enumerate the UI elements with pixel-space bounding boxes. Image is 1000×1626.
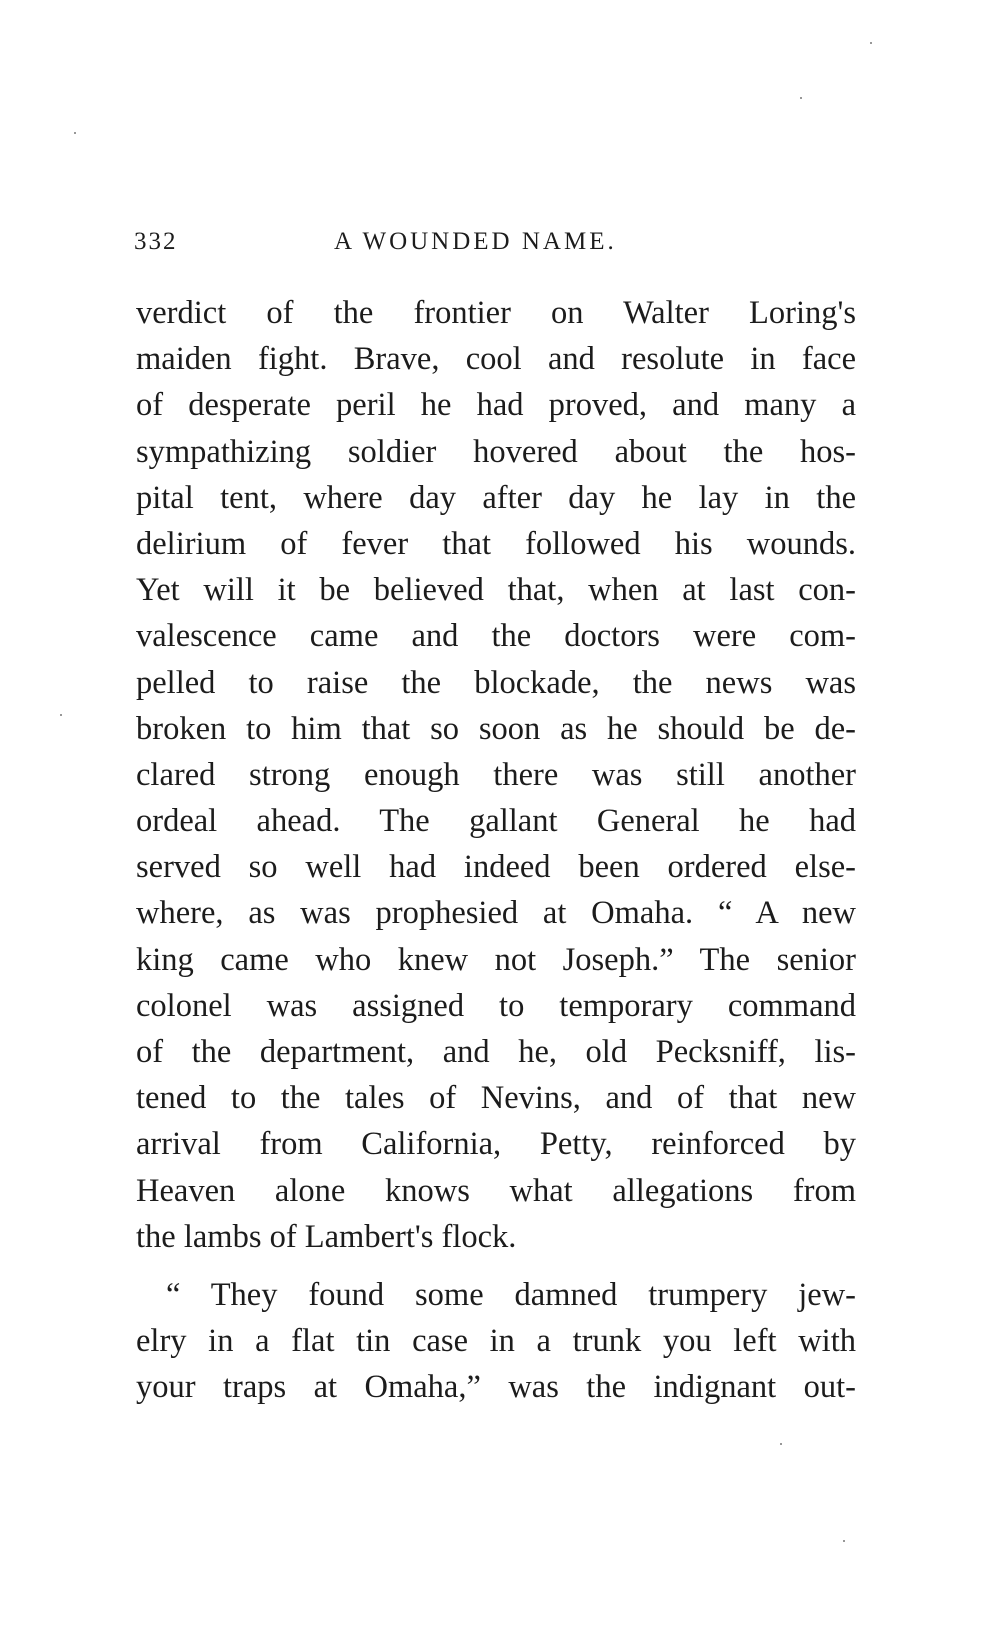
- text-line: the lambs of Lambert's flock.: [136, 1218, 517, 1255]
- body-text: [136, 290, 856, 1411]
- text-line: valescence came and the doctors were com-: [136, 618, 856, 655]
- text-line: maiden fight. Brave, cool and resolute in face: [136, 341, 856, 378]
- paragraph-gap: [136, 1260, 856, 1272]
- paper-speck: [800, 97, 802, 99]
- text-line: arrival from California, Petty, reinforced by: [136, 1126, 856, 1163]
- text-line: king came who knew not Joseph.” The senior: [136, 941, 856, 978]
- paper-speck: [60, 714, 62, 716]
- text-line: Yet will it be believed that, when at last con-: [136, 572, 856, 609]
- text-line: broken to him that so soon as he should be de-: [136, 710, 856, 747]
- text-line: tened to the tales of Nevins, and of that new: [136, 1080, 856, 1117]
- text-line: ordeal ahead. The gallant General he had: [136, 803, 856, 840]
- paper-speck: [843, 1540, 845, 1542]
- text-line: sympathizing soldier hovered about the hos-: [136, 433, 856, 470]
- text-line: elry in a flat tin case in a trunk you left with: [136, 1323, 856, 1360]
- text-line: colonel was assigned to temporary command: [136, 987, 856, 1024]
- paragraph: [136, 290, 856, 1260]
- paper-speck: [780, 1443, 782, 1445]
- paragraph: [136, 1272, 856, 1411]
- text-line: “ They found some damned trumpery jew-: [166, 1276, 856, 1313]
- text-line: your traps at Omaha,” was the indignant out-: [136, 1369, 856, 1406]
- text-line: of the department, and he, old Pecksniff, lis-: [136, 1034, 856, 1070]
- paper-speck: [74, 132, 76, 134]
- running-header: [134, 228, 854, 264]
- running-title: A WOUNDED NAME.: [334, 228, 617, 255]
- page-number: 332: [134, 228, 178, 255]
- paper-speck: [870, 42, 872, 44]
- text-line: clared strong enough there was still another: [136, 756, 856, 793]
- text-line: pital tent, where day after day he lay in the: [136, 479, 856, 516]
- text-line: verdict of the frontier on Walter Loring's: [136, 295, 856, 331]
- text-line: Heaven alone knows what allegations from: [136, 1172, 856, 1209]
- text-line: served so well had indeed been ordered else-: [136, 849, 856, 886]
- text-line: pelled to raise the blockade, the news was: [136, 664, 856, 701]
- text-line: delirium of fever that followed his wounds.: [136, 525, 856, 562]
- text-line: where, as was prophesied at Omaha. “ A new: [136, 895, 856, 932]
- text-line: of desperate peril he had proved, and many a: [136, 387, 856, 424]
